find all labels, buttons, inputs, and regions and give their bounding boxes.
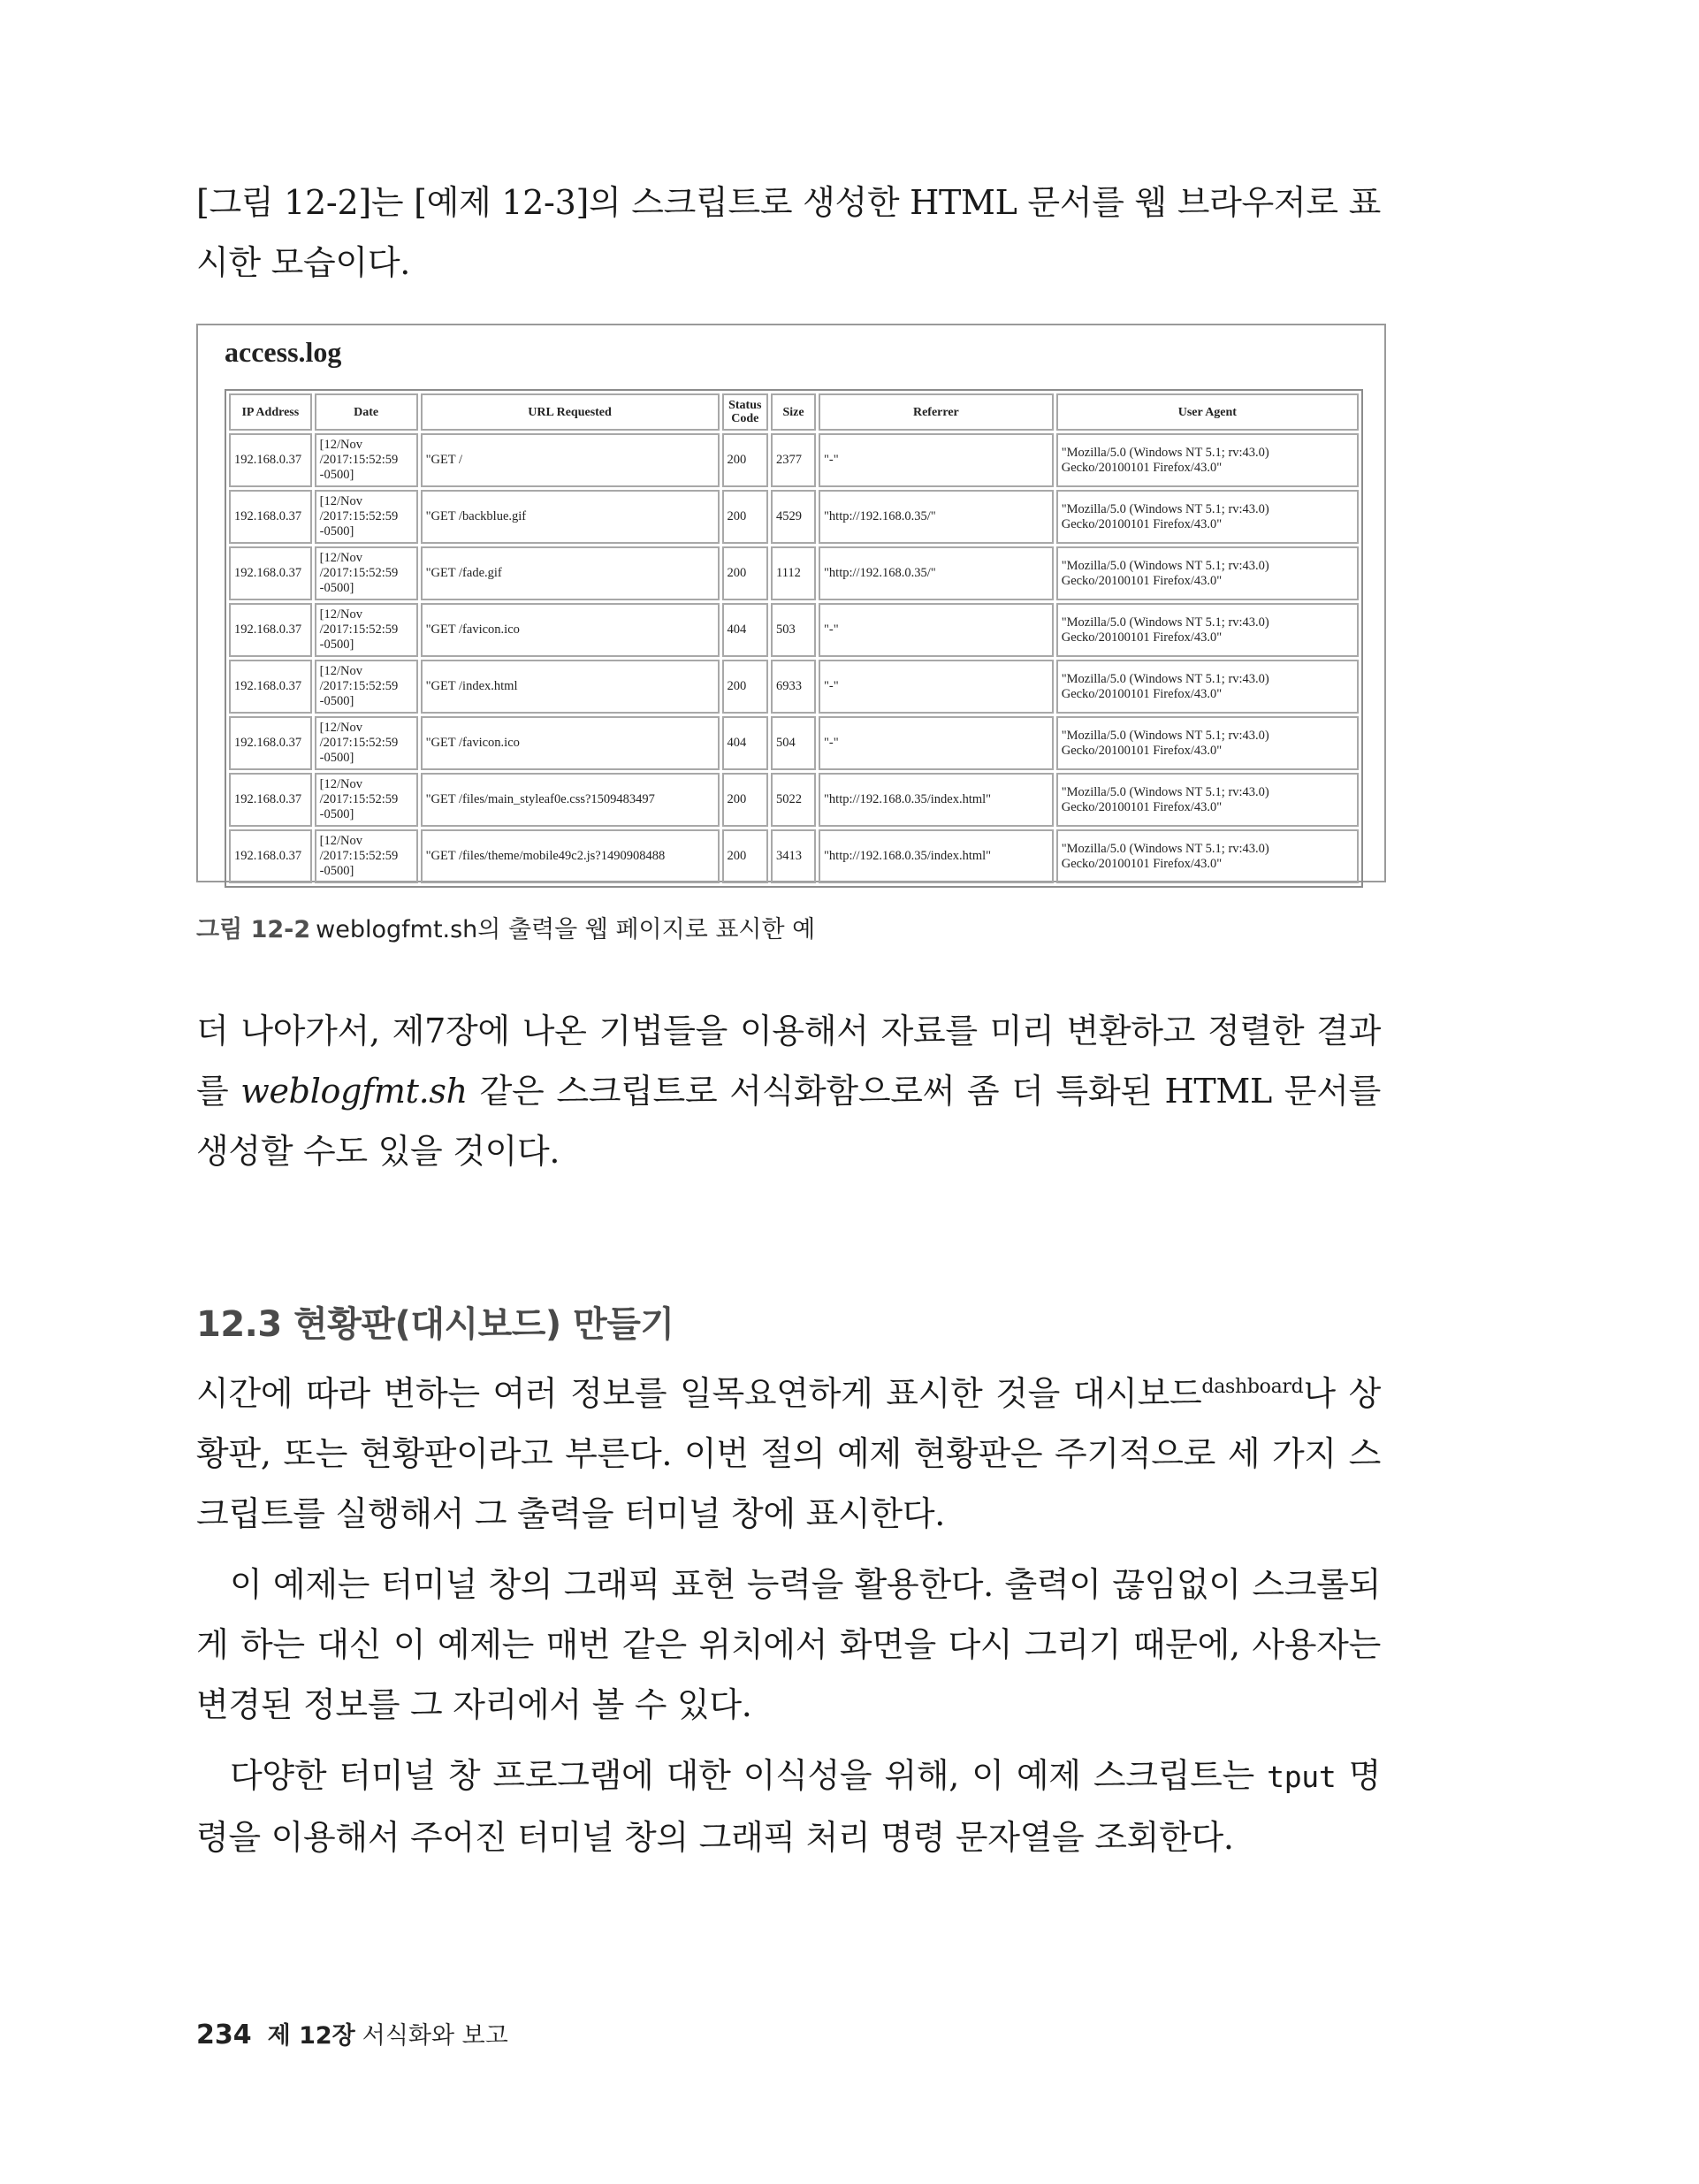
cell-date: [12/Nov /2017:15:52:59 -0500] xyxy=(315,829,418,883)
header-referrer: Referrer xyxy=(819,393,1054,431)
paragraph-text: 명령을 이용해서 주어진 터미널 창의 그래픽 처리 명령 문자열을 조회한다. xyxy=(196,1756,1382,1857)
cell-size: 5022 xyxy=(771,773,816,827)
table-row xyxy=(229,773,1359,827)
cell-date: [12/Nov /2017:15:52:59 -0500] xyxy=(315,490,418,544)
cell-size: 3413 xyxy=(771,829,816,883)
caption-label: 그림 12-2 xyxy=(196,916,311,943)
cell-status: 200 xyxy=(722,490,768,544)
page-number: 234 xyxy=(196,2020,252,2050)
cell-referrer: "http://192.168.0.35/index.html" xyxy=(819,829,1054,883)
cell-user-agent: "Mozilla/5.0 (Windows NT 5.1; rv:43.0) Gecko/20100101 Firefox/43.0" xyxy=(1056,603,1359,657)
cell-url: "GET /index.html xyxy=(421,660,720,714)
table-row xyxy=(229,716,1359,770)
cell-user-agent: "Mozilla/5.0 (Windows NT 5.1; rv:43.0) Gecko/20100101 Firefox/43.0" xyxy=(1056,490,1359,544)
cell-date: [12/Nov /2017:15:52:59 -0500] xyxy=(315,603,418,657)
cell-size: 6933 xyxy=(771,660,816,714)
paragraph-tput xyxy=(196,1745,1381,1867)
paragraph-text: 이 예제는 터미널 창의 그래픽 표현 능력을 활용한다. 출력이 끊임없이 스크롤되게 하는 대신 이 예제는 매번 같은 위치에서 화면을 다시 그리기 때문에, 사용자는 변경된 정보를 그 자리에서 볼 수 있다. xyxy=(196,1565,1381,1724)
cell-user-agent: "Mozilla/5.0 (Windows NT 5.1; rv:43.0) Gecko/20100101 Firefox/43.0" xyxy=(1056,546,1359,600)
cell-user-agent: "Mozilla/5.0 (Windows NT 5.1; rv:43.0) Gecko/20100101 Firefox/43.0" xyxy=(1056,773,1359,827)
cell-size: 503 xyxy=(771,603,816,657)
cell-status: 200 xyxy=(722,433,768,487)
page-footer xyxy=(196,2016,508,2050)
cell-url: "GET /files/main_styleaf0e.css?1509483497 xyxy=(421,773,720,827)
cell-user-agent: "Mozilla/5.0 (Windows NT 5.1; rv:43.0) Gecko/20100101 Firefox/43.0" xyxy=(1056,433,1359,487)
cell-ip: 192.168.0.37 xyxy=(229,546,312,600)
access-log-table xyxy=(225,389,1363,888)
cell-referrer: "http://192.168.0.35/" xyxy=(819,490,1054,544)
header-size: Size xyxy=(771,393,816,431)
table-row xyxy=(229,490,1359,544)
caption-text: weblogfmt.sh의 출력을 웹 페이지로 표시한 예 xyxy=(316,916,816,943)
cell-size: 2377 xyxy=(771,433,816,487)
cell-ip: 192.168.0.37 xyxy=(229,773,312,827)
header-status-code: Status Code xyxy=(722,393,768,431)
cell-referrer: "-" xyxy=(819,660,1054,714)
paragraph-text: 다양한 터미널 창 프로그램에 대한 이식성을 위해, 이 예제 스크립트는 xyxy=(230,1756,1268,1795)
paragraph-text: 더 나아가서, 제7장에 나온 기법들을 이용해서 자료를 미리 변환하고 정렬한 결과를 xyxy=(196,1012,1381,1111)
header-ip-address: IP Address xyxy=(229,393,312,431)
chapter-number: 제 12장 xyxy=(267,2022,355,2050)
cell-date: [12/Nov /2017:15:52:59 -0500] xyxy=(315,433,418,487)
header-date: Date xyxy=(315,393,418,431)
cell-url: "GET /backblue.gif xyxy=(421,490,720,544)
cell-date: [12/Nov /2017:15:52:59 -0500] xyxy=(315,546,418,600)
cell-status: 200 xyxy=(722,546,768,600)
cell-date: [12/Nov /2017:15:52:59 -0500] xyxy=(315,660,418,714)
table-row xyxy=(229,603,1359,657)
superscript-term: dashboard xyxy=(1201,1376,1304,1398)
cell-url: "GET /files/theme/mobile49c2.js?1490908488 xyxy=(421,829,720,883)
cell-url: "GET /fade.gif xyxy=(421,546,720,600)
table-row xyxy=(229,433,1359,487)
cell-status: 404 xyxy=(722,603,768,657)
chapter-title: 서식화와 보고 xyxy=(362,2022,508,2050)
table-row xyxy=(229,546,1359,600)
cell-status: 200 xyxy=(722,829,768,883)
cell-ip: 192.168.0.37 xyxy=(229,490,312,544)
section-heading: 12.3 현황판(대시보드) 만들기 xyxy=(196,1304,674,1345)
table-row xyxy=(229,660,1359,714)
paragraph-weblogfmt xyxy=(196,1001,1381,1181)
cell-size: 4529 xyxy=(771,490,816,544)
cell-date: [12/Nov /2017:15:52:59 -0500] xyxy=(315,773,418,827)
cell-url: "GET / xyxy=(421,433,720,487)
cell-size: 1112 xyxy=(771,546,816,600)
cell-ip: 192.168.0.37 xyxy=(229,716,312,770)
cell-referrer: "http://192.168.0.35/index.html" xyxy=(819,773,1054,827)
cell-ip: 192.168.0.37 xyxy=(229,603,312,657)
cell-ip: 192.168.0.37 xyxy=(229,829,312,883)
header-url-requested: URL Requested xyxy=(421,393,720,431)
intro-paragraph: [그림 12-2]는 [예제 12-3]의 스크립트로 생성한 HTML 문서를 웹 브라우저로 표시한 모습이다. xyxy=(196,183,1381,282)
cell-referrer: "-" xyxy=(819,603,1054,657)
paragraph-terminal-graphics xyxy=(196,1554,1381,1735)
figure-screenshot xyxy=(196,324,1386,882)
cell-status: 200 xyxy=(722,660,768,714)
paragraph-text: 시간에 따라 변하는 여러 정보를 일목요연하게 표시한 것을 대시보드 xyxy=(196,1374,1202,1413)
cell-size: 504 xyxy=(771,716,816,770)
cell-referrer: "http://192.168.0.35/" xyxy=(819,546,1054,600)
cell-url: "GET /favicon.ico xyxy=(421,603,720,657)
cell-date: [12/Nov /2017:15:52:59 -0500] xyxy=(315,716,418,770)
header-user-agent: User Agent xyxy=(1056,393,1359,431)
cell-ip: 192.168.0.37 xyxy=(229,433,312,487)
figure-caption xyxy=(196,910,815,944)
cell-ip: 192.168.0.37 xyxy=(229,660,312,714)
cell-referrer: "-" xyxy=(819,433,1054,487)
paragraph-dashboard-intro xyxy=(196,1363,1381,1544)
cell-user-agent: "Mozilla/5.0 (Windows NT 5.1; rv:43.0) Gecko/20100101 Firefox/43.0" xyxy=(1056,660,1359,714)
script-name: weblogfmt.sh xyxy=(240,1072,468,1111)
cell-url: "GET /favicon.ico xyxy=(421,716,720,770)
table-header-row xyxy=(229,393,1359,431)
cell-status: 404 xyxy=(722,716,768,770)
paragraph-text: 같은 스크립트로 서식화함으로써 좀 더 특화된 HTML 문서를 생성할 수도 있을 것이다. xyxy=(196,1072,1382,1171)
figure-title: access.log xyxy=(225,336,342,368)
paragraph-text: 나 상황판, 또는 현황판이라고 부른다. 이번 절의 예제 현황판은 주기적으로 세 가지 스크립트를 실행해서 그 출력을 터미널 창에 표시한다. xyxy=(196,1374,1381,1533)
cell-referrer: "-" xyxy=(819,716,1054,770)
inline-code: tput xyxy=(1267,1760,1337,1794)
table-row xyxy=(229,829,1359,883)
cell-status: 200 xyxy=(722,773,768,827)
cell-user-agent: "Mozilla/5.0 (Windows NT 5.1; rv:43.0) Gecko/20100101 Firefox/43.0" xyxy=(1056,716,1359,770)
cell-user-agent: "Mozilla/5.0 (Windows NT 5.1; rv:43.0) Gecko/20100101 Firefox/43.0" xyxy=(1056,829,1359,883)
